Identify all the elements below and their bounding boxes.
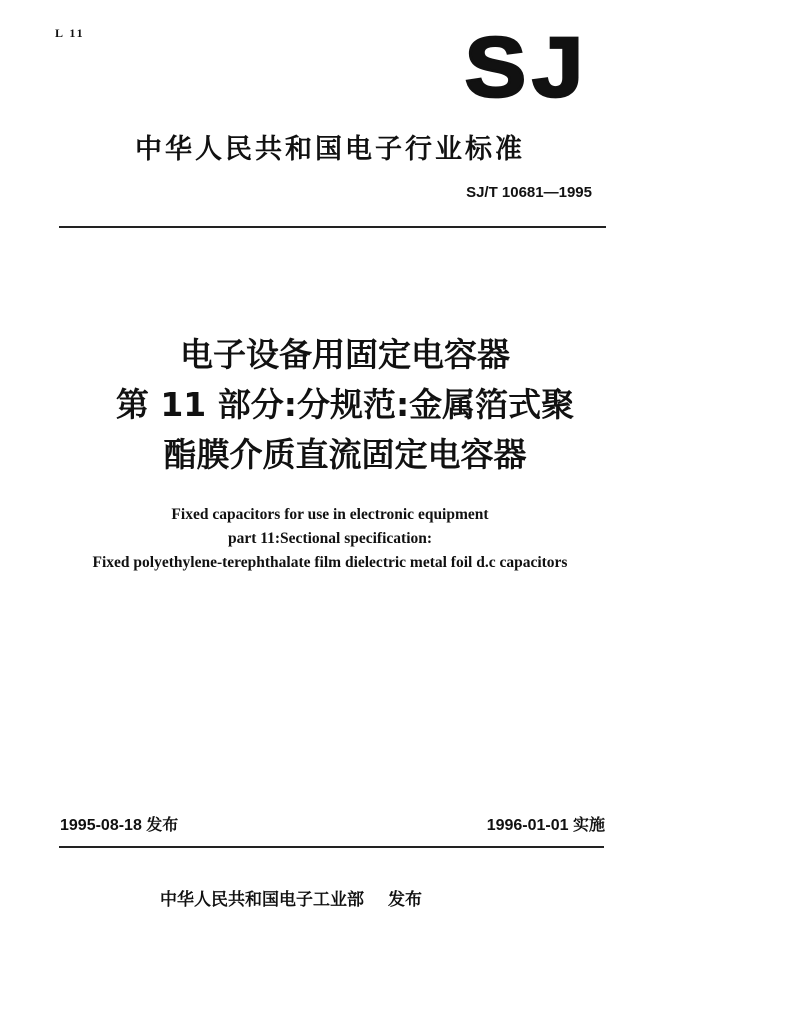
title-en-line: Fixed capacitors for use in electronic equipment (171, 506, 489, 523)
title-zh-line: 电子设备用固定电容器 (180, 335, 510, 374)
title-en-line: Fixed polyethylene-terephthalate film dielectric metal foil d.c capacitors (92, 554, 568, 571)
divider-bottom (59, 846, 604, 848)
standard-number: SJ/T 10681—1995 (466, 184, 592, 201)
title-zh-line: 酯膜介质直流固定电容器 (163, 435, 527, 474)
implementation-date: 1996-01-01 实施 (486, 817, 605, 834)
svg-text:SJ: SJ (464, 30, 590, 112)
title-chinese (40, 330, 650, 480)
title-en-line: part 11:Sectional specification: (227, 530, 433, 547)
title-english (20, 503, 640, 575)
standard-type: 中华人民共和国电子行业标准 (135, 134, 525, 165)
title-zh-line: 第 11 部分:分规范:金属箔式聚 (115, 385, 575, 424)
publisher-name: 中华人民共和国电子工业部 (160, 890, 364, 910)
divider-top (59, 226, 606, 228)
issue-date: 1995-08-18 发布 (60, 817, 179, 834)
publisher (160, 885, 422, 910)
sj-logo (452, 30, 602, 112)
publisher-action: 发布 (388, 890, 422, 910)
classification-code: L 11 (55, 26, 85, 40)
